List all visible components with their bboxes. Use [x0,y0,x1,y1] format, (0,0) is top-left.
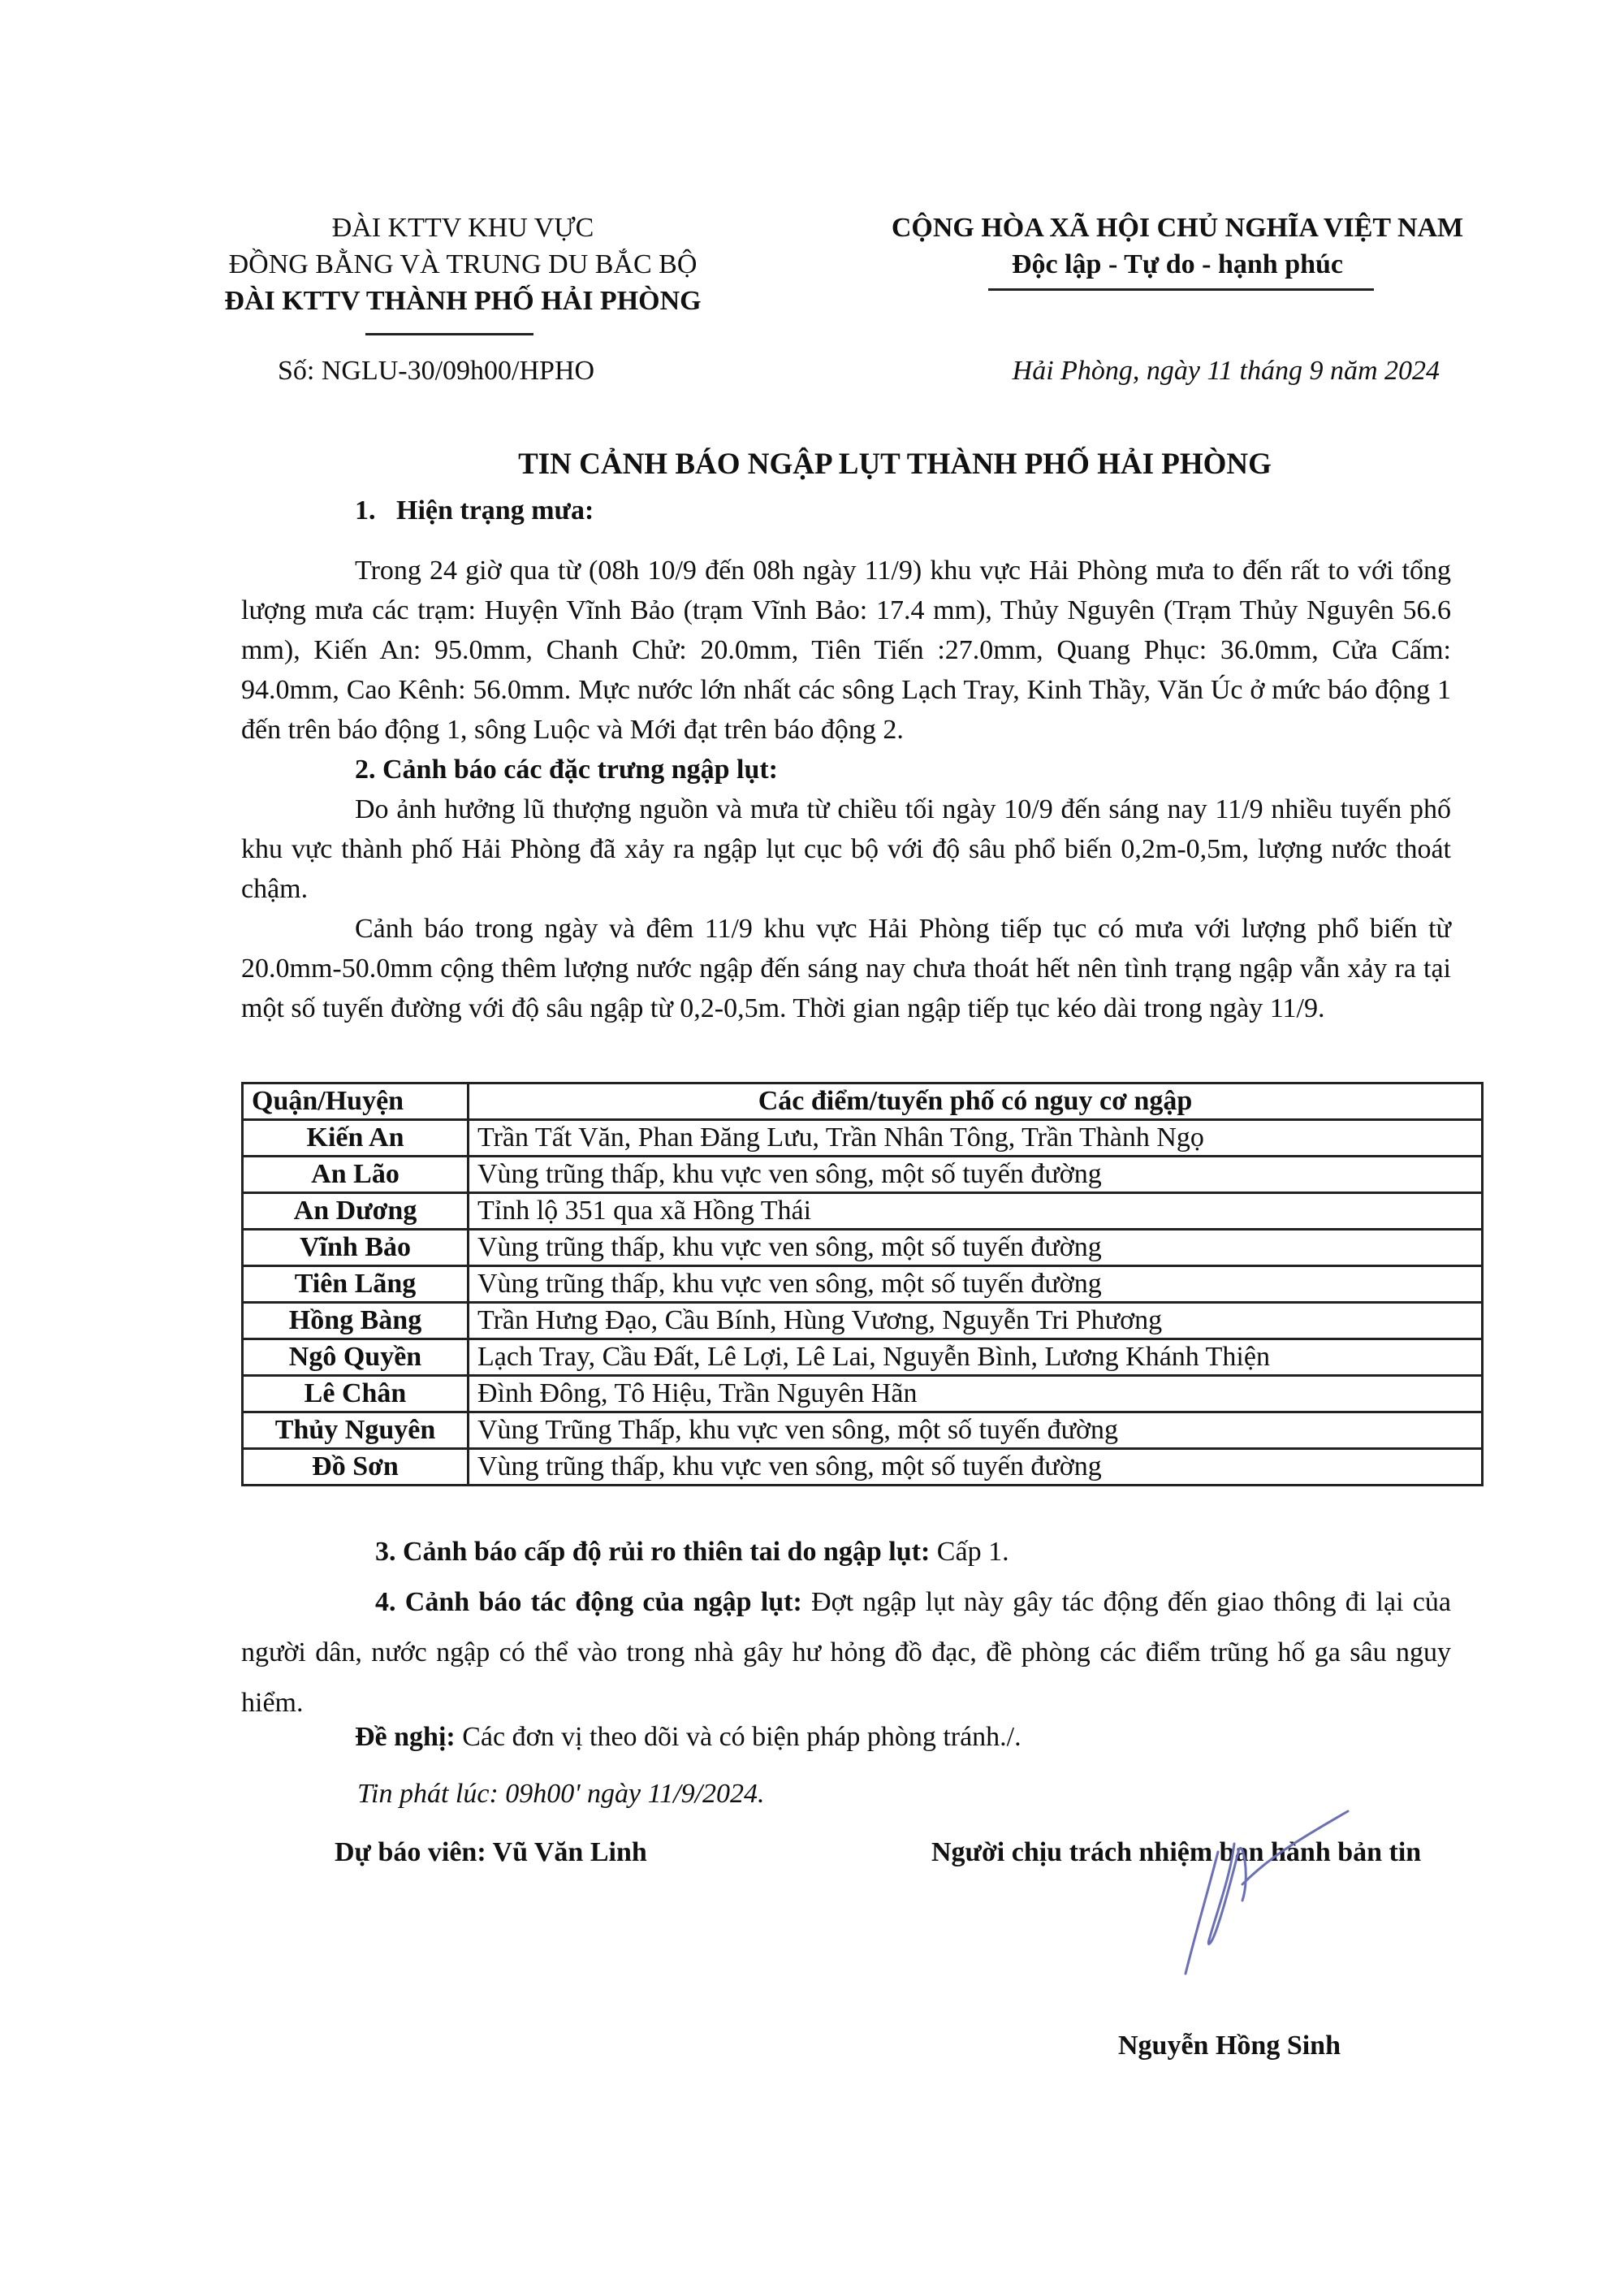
section-4-text: Đợt ngập lụt này gây tác động đến giao thông đi lại của người dân, nước ngập có thể vào trong nhà gây hư hỏng đồ đạc, đề phòng các điểm trũng hố ga sâu nguy hiểm. [241,1587,1451,1718]
recommendation-label: Đề nghị: [355,1722,456,1752]
district-cell: Kiến An [243,1120,469,1157]
table-row [243,1303,1483,1339]
locations-cell: Vùng trũng thấp, khu vực ven sông, một số tuyến đường [469,1266,1483,1303]
section-3 [241,1527,1451,1577]
district-cell: Ngô Quyền [243,1339,469,1376]
section-1-text: Trong 24 giờ qua từ (08h 10/9 đến 08h ngày 11/9) khu vực Hải Phòng mưa to đến rất to với tổng lượng mưa các trạm: Huyện Vĩnh Bảo (trạm Vĩnh Bảo: 17.4 mm), Thủy Nguyên (Trạm Thủy Nguyên 56.6 mm), Kiến An: 95.0mm, Chanh Chử: 20.0mm, Tiên Tiến :27.0mm, Quang Phục: 36.0mm, Cửa Cấm: 94.0mm, Cao Kênh: 56.0mm. Mực nước lớn nhất các sông Lạch Tray, Kinh Thầy, Văn Úc ở mức báo động 1 đến trên báo động 1, sông Luộc và Mới đạt trên báo động 2. [241,556,1451,745]
table-row [243,1412,1483,1449]
header-district: Quận/Huyện [243,1083,469,1120]
locations-cell: Trần Hưng Đạo, Cầu Bính, Hùng Vương, Nguyễn Tri Phương [469,1303,1483,1339]
table-row [243,1230,1483,1266]
national-header [812,210,1543,283]
district-cell: Thủy Nguyên [243,1412,469,1449]
section-1-heading: 1. Hiện trạng mưa: [355,495,594,526]
locations-cell: Tỉnh lộ 351 qua xã Hồng Thái [469,1193,1483,1230]
place-date: Hải Phòng, ngày 11 tháng 9 năm 2024 [1012,356,1440,386]
document-number: Số: NGLU-30/09h00/HPHO [278,356,595,386]
section-2-text-2: Cảnh báo trong ngày và đêm 11/9 khu vực Hải Phòng tiếp tục có mưa với lượng phổ biến từ 20.0mm-50.0mm cộng thêm lượng nước ngập đến sáng nay chưa thoát hết nên tình trạng ngập vẫn xảy ra tại một số tuyến đường với độ sâu ngập từ 0,2-0,5m. Thời gian ngập tiếp tục kéo dài trong ngày 11/9. [241,914,1451,1023]
section-2-heading: 2. Cảnh báo các đặc trưng ngập lụt: [355,755,779,785]
issuer-divider [365,333,533,335]
recommendation [355,1722,1021,1753]
table-header-row [243,1083,1483,1120]
table-row [243,1120,1483,1157]
document-title: TIN CẢNH BÁO NGẬP LỤT THÀNH PHỐ HẢI PHÒNG [518,448,1272,481]
issuer-line-1: ĐÀI KTTV KHU VỰC [331,213,594,243]
locations-cell: Vùng trũng thấp, khu vực ven sông, một số tuyến đường [469,1157,1483,1193]
motto-underline [988,288,1374,291]
district-cell: Hồng Bàng [243,1303,469,1339]
national-title: CỘNG HÒA XÃ HỘI CHỦ NGHĨA VIỆT NAM [891,213,1464,243]
locations-cell: Vùng trũng thấp, khu vực ven sông, một số tuyến đường [469,1449,1483,1486]
national-motto: Độc lập - Tự do - hạnh phúc [1011,249,1344,279]
signature-image [1153,1787,1397,1998]
signer-name: Nguyễn Hồng Sinh [1118,2031,1341,2061]
recommendation-text: Các đơn vị theo dõi và có biện pháp phòng tránh./. [455,1722,1021,1752]
responsible-title: Người chịu trách nhiệm ban hành bản tin [931,1837,1422,1867]
header-locations: Các điểm/tuyến phố có nguy cơ ngập [469,1083,1483,1120]
table-row [243,1157,1483,1193]
locations-cell: Trần Tất Văn, Phan Đăng Lưu, Trần Nhân Tông, Trần Thành Ngọ [469,1120,1483,1157]
district-cell: An Lão [243,1157,469,1193]
closing-text [241,1527,1451,1728]
section-2-text-1: Do ảnh hưởng lũ thượng nguồn và mưa từ chiều tối ngày 10/9 đến sáng nay 11/9 nhiều tuyến phố khu vực thành phố Hải Phòng đã xảy ra ngập lụt cục bộ với độ sâu phổ biến 0,2m-0,5m, lượng nước thoát chậm. [241,794,1451,904]
section-4-heading: 4. Cảnh báo tác động của ngập lụt: [375,1587,802,1617]
table-row [243,1193,1483,1230]
locations-cell: Đình Đông, Tô Hiệu, Trần Nguyên Hãn [469,1376,1483,1412]
table-row [243,1339,1483,1376]
body-text [241,551,1451,1028]
issuer-line-2: ĐỒNG BẰNG VÀ TRUNG DU BẮC BỘ [228,249,698,279]
district-cell: Vĩnh Bảo [243,1230,469,1266]
table-row [243,1376,1483,1412]
issuer-line-3: ĐÀI KTTV THÀNH PHỐ HẢI PHÒNG [224,286,702,316]
district-cell: An Dương [243,1193,469,1230]
locations-cell: Vùng trũng thấp, khu vực ven sông, một số tuyến đường [469,1230,1483,1266]
flood-risk-table [241,1082,1484,1486]
forecaster: Dự báo viên: Vũ Văn Linh [335,1837,647,1867]
issued-time: Tin phát lúc: 09h00' ngày 11/9/2024. [357,1779,765,1809]
district-cell: Tiên Lãng [243,1266,469,1303]
table-row [243,1266,1483,1303]
locations-cell: Vùng Trũng Thấp, khu vực ven sông, một số tuyến đường [469,1412,1483,1449]
district-cell: Lê Chân [243,1376,469,1412]
section-3-text: Cấp 1. [930,1537,1009,1567]
district-cell: Đồ Sơn [243,1449,469,1486]
locations-cell: Lạch Tray, Cầu Đất, Lê Lợi, Lê Lai, Nguyễn Bình, Lương Khánh Thiện [469,1339,1483,1376]
section-4 [241,1577,1451,1728]
issuer-header [219,210,706,319]
section-3-heading: 3. Cảnh báo cấp độ rủi ro thiên tai do ngập lụt: [375,1537,931,1567]
table-row [243,1449,1483,1486]
